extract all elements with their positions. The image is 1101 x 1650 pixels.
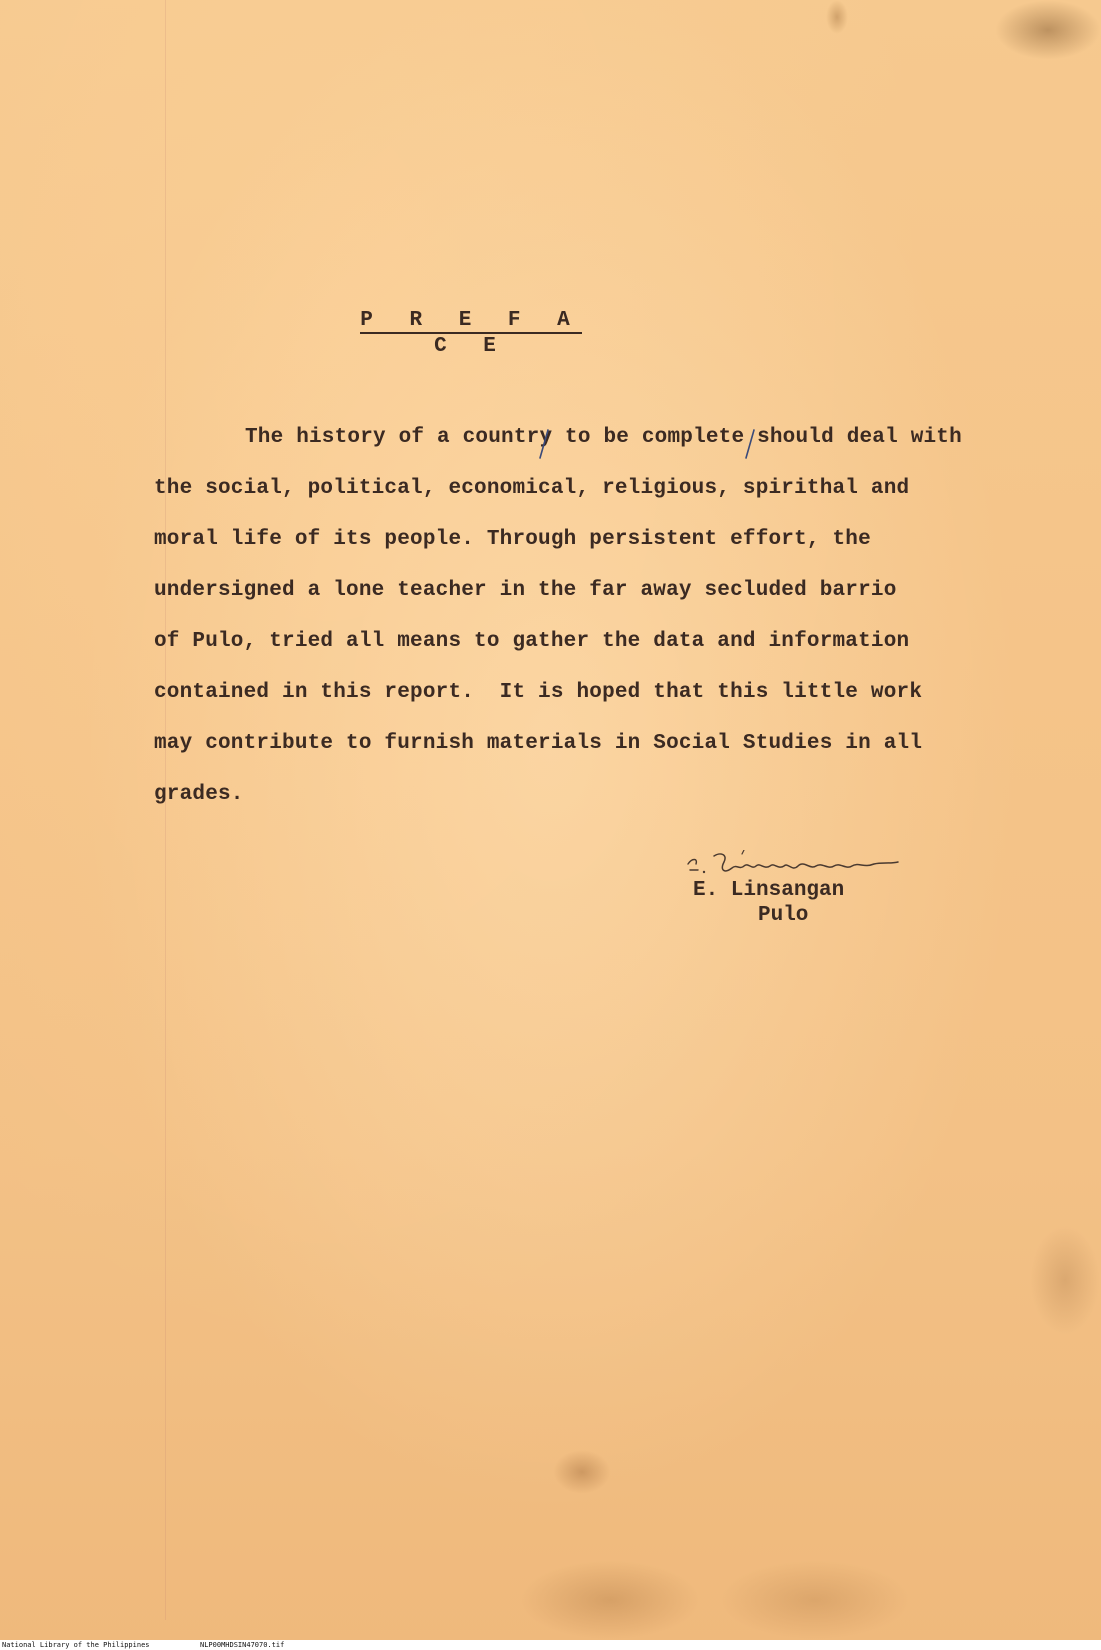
page-title: P R E F A C E <box>360 309 582 358</box>
paragraph-line: moral life of its people. Through persistent effort, the <box>154 528 871 551</box>
paragraph-line: of Pulo, tried all means to gather the data and information <box>154 630 910 653</box>
paragraph-line: grades. <box>154 783 244 806</box>
preface-paragraph <box>154 412 994 820</box>
paragraph-line: contained in this report. It is hoped that this little work <box>154 681 923 704</box>
paragraph-line: the social, political, economical, religious, spirithal and <box>154 477 910 500</box>
archive-file: NLP00MHDSIN47070.tif <box>200 1641 285 1649</box>
paper-stain <box>720 1560 910 1640</box>
paragraph-line: may contribute to furnish materials in Social Studies in all <box>154 732 923 755</box>
paper-stain <box>1030 1225 1100 1335</box>
paper-stain <box>553 1450 611 1494</box>
archive-name: National Library of the Philippines <box>2 1641 150 1649</box>
title-underline <box>360 332 582 334</box>
signatory-name: E. Linsangan <box>693 879 845 902</box>
paragraph-line: The history of a country to be complete should deal with <box>245 426 962 449</box>
paper-stain <box>826 0 848 34</box>
paper-stain <box>520 1560 700 1640</box>
paper-stain <box>995 0 1101 60</box>
archive-footer <box>0 1640 1101 1650</box>
signatory-place: Pulo <box>758 904 809 927</box>
paragraph-line: undersigned a lone teacher in the far away secluded barrio <box>154 579 897 602</box>
